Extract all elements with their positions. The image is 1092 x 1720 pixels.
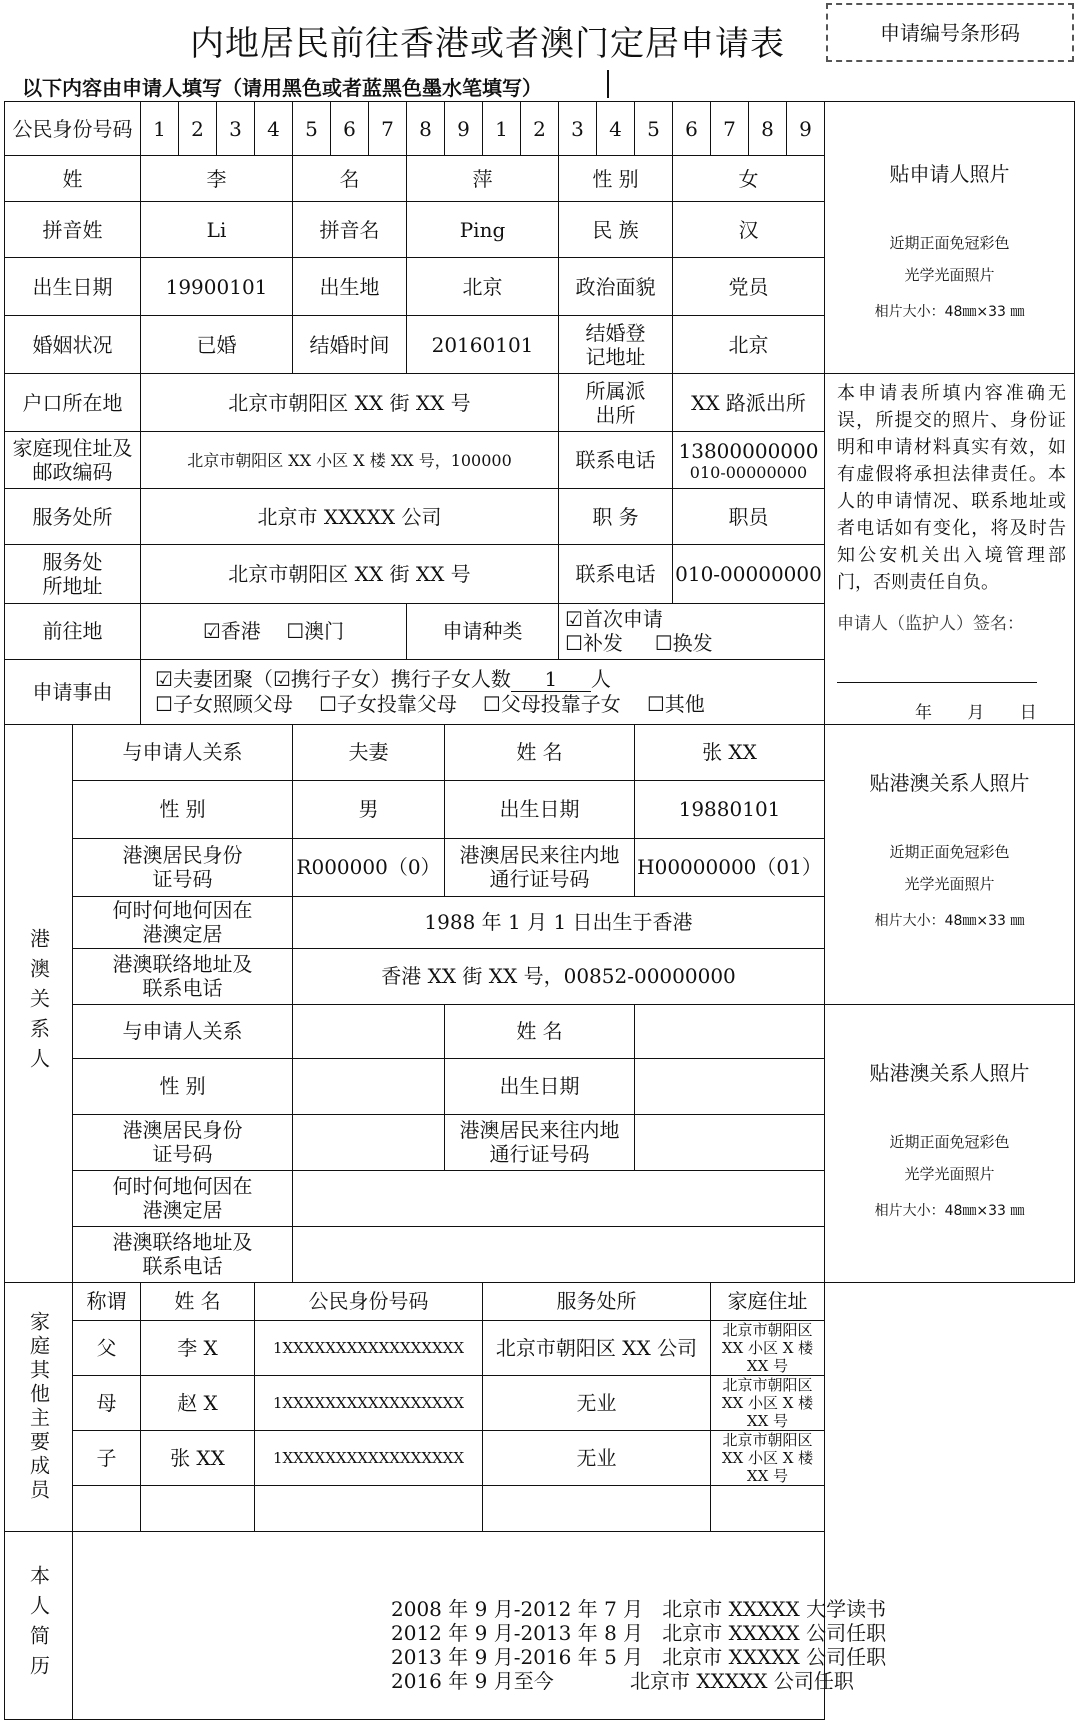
hkmo-settle-field[interactable]: 1988 年 1 月 1 日出生于香港 [293,896,825,948]
id-digit[interactable]: 2 [521,102,559,156]
id-digit[interactable]: 1 [141,102,179,156]
first-application-checkbox[interactable]: ☑ [565,607,583,632]
family-address[interactable]: 北京市朝阳区 XX 小区 X 楼 XX 号 [711,1430,825,1485]
bring-children-checkbox[interactable]: ☑ [272,667,291,692]
home-address-field[interactable]: 北京市朝阳区 XX 小区 X 楼 XX 号，100000 [141,432,559,488]
employer-phone-label: 联系电话 [559,545,673,603]
renew-checkbox[interactable]: ☐ [654,631,673,656]
relation-label: 与申请人关系 [73,1004,293,1058]
reissue-label: 补发 [582,631,623,656]
hkmo-settle-label: 何时何地何因在港澳定居 [73,896,293,948]
hkmo-permit-field[interactable]: H00000000（01） [635,838,825,896]
join-parents-label: 子女投靠父母 [336,692,457,717]
signature-label: 申请人（监护人）签名： [837,614,1024,634]
hkmo-gender-label: 性 别 [73,780,293,838]
id-digit[interactable]: 3 [559,102,597,156]
hkmo-name-label: 姓 名 [445,1004,635,1058]
resume-line: 2012 年 9 月-2013 年 8 月 北京市 XXXXX 公司任职 [391,1621,887,1646]
employer-field[interactable]: 北京市 XXXXX 公司 [141,488,559,544]
family-header-name: 姓 名 [141,1282,255,1320]
form-title: 内地居民前往香港或者澳门定居申请表 [190,24,785,64]
family-relation[interactable]: 母 [73,1375,141,1430]
id-digit[interactable]: 8 [749,102,787,156]
photo-size: 相片大小：48㎜×33 ㎜ [874,1202,1025,1219]
hkmo-id-label: 港澳居民身份证号码 [73,1114,293,1170]
relation-field[interactable]: 夫妻 [293,724,445,780]
id-digit[interactable]: 6 [331,102,369,156]
id-digit[interactable]: 5 [293,102,331,156]
birthplace-field[interactable]: 北京 [407,258,559,316]
family-address[interactable]: 北京市朝阳区 XX 小区 X 楼 XX 号 [711,1375,825,1430]
resume-line: 2016 年 9 月至今 北京市 XXXXX 公司任职 [391,1669,854,1694]
family-employer[interactable]: 北京市朝阳区 XX 公司 [483,1320,711,1375]
child-count-field[interactable]: 1 [511,667,591,692]
id-digit[interactable]: 4 [255,102,293,156]
pinyin-surname-label: 拼音姓 [5,202,141,258]
marital-field[interactable]: 已婚 [141,316,293,374]
employer-label: 服务处所 [5,488,141,544]
dob-field[interactable]: 19900101 [141,258,293,316]
destination-label: 前往地 [5,603,141,659]
family-id[interactable]: 1XXXXXXXXXXXXXXXXX [255,1320,483,1375]
photo-requirement-1: 近期正面免冠彩色 [889,842,1010,861]
family-header-employer: 服务处所 [483,1282,711,1320]
id-digit[interactable]: 5 [635,102,673,156]
photo-title: 贴申请人照片 [889,162,1010,186]
relation-label: 与申请人关系 [73,724,293,780]
join-parents-checkbox[interactable]: ☐ [318,692,337,717]
id-digit[interactable]: 8 [407,102,445,156]
id-number-label: 公民身份号码 [5,102,141,156]
family-id[interactable]: 1XXXXXXXXXXXXXXXXX [255,1375,483,1430]
gender-field[interactable]: 女 [673,156,825,202]
family-address[interactable] [711,1485,825,1531]
marital-label: 婚姻状况 [5,316,141,374]
given-name-field[interactable]: 萍 [407,156,559,202]
family-relation[interactable]: 子 [73,1430,141,1485]
hkmo-gender-field[interactable] [293,1058,445,1114]
hk-option-label: 香港 [220,619,261,644]
id-digit[interactable]: 4 [597,102,635,156]
hkmo-photo-box-2[interactable] [825,1004,1075,1282]
phone-field[interactable] [673,432,825,488]
family-section-label: 家庭其他主要成员 [5,1282,73,1531]
first-application-label: 首次申请 [582,607,663,632]
surname-field[interactable]: 李 [141,156,293,202]
surname-label: 姓 [5,156,141,202]
resume-section-label: 本人简历 [5,1531,73,1719]
political-status-field[interactable]: 党员 [673,258,825,316]
police-station-field[interactable]: XX 路派出所 [673,374,825,432]
resume-line: 2008 年 9 月-2012 年 7 月 北京市 XXXXX 大学读书 [391,1597,887,1622]
pinyin-given-label: 拼音名 [293,202,407,258]
ethnicity-label: 民 族 [559,202,673,258]
hukou-field[interactable]: 北京市朝阳区 XX 街 XX 号 [141,374,559,432]
hkmo-gender-label: 性 别 [73,1058,293,1114]
child-count-unit: 人 [590,667,611,692]
table-row [5,1485,1075,1531]
id-digit[interactable]: 6 [673,102,711,156]
pinyin-surname-field[interactable]: Li [141,202,293,258]
family-relation[interactable] [73,1485,141,1531]
position-label: 职 务 [559,488,673,544]
family-employer[interactable] [483,1485,711,1531]
landline-number: 010-00000000 [689,462,808,482]
id-digit[interactable]: 1 [483,102,521,156]
political-status-label: 政治面貌 [559,258,673,316]
care-parents-checkbox[interactable]: ☐ [155,692,173,717]
hkmo-id-label: 港澳居民身份证号码 [73,838,293,896]
renew-label: 换发 [672,631,713,656]
hkmo-contact-label: 港澳联络地址及联系电话 [73,948,293,1004]
spouse-reunion-checkbox[interactable]: ☑ [155,667,173,692]
family-header-id: 公民身份号码 [255,1282,483,1320]
id-digit[interactable]: 3 [217,102,255,156]
hkmo-permit-field[interactable] [635,1114,825,1170]
family-employer[interactable]: 无业 [483,1430,711,1485]
dob-label: 出生日期 [5,258,141,316]
resume-content[interactable] [73,1531,887,1719]
spouse-reunion-label: 夫妻团聚（ [172,667,273,692]
hkmo-contact-field[interactable]: 香港 XX 街 XX 号，00852-00000000 [293,948,825,1004]
police-station-label: 所属派出所 [559,374,673,432]
hkmo-name-field[interactable] [635,1004,825,1058]
photo-requirement-2: 光学光面照片 [904,1164,995,1183]
marriage-date-label: 结婚时间 [293,316,407,374]
barcode-area: 申请编号条形码 [826,3,1074,62]
photo-size: 相片大小：48㎜×33 ㎜ [874,912,1025,929]
family-address[interactable]: 北京市朝阳区 XX 小区 X 楼 XX 号 [711,1320,825,1375]
application-form-table [4,101,1075,1720]
hkmo-id-field[interactable]: R000000（0） [293,838,445,896]
id-digit[interactable]: 7 [369,102,407,156]
photo-size: 相片大小：48㎜×33 ㎜ [874,304,1025,320]
hk-checkbox[interactable]: ☑ [202,619,221,644]
hkmo-dob-label: 出生日期 [445,1058,635,1114]
declaration-text: 本申请表所填内容准确无误，所提交的照片、身份证明和申请材料真实有效，如有虚假将承担法律责任。本人的申请情况、联系地址或者电话如有变化，将及时告知公安机关出入境管理部门，否则责任自负。 [837,383,1066,593]
given-name-label: 名 [293,156,407,202]
hkmo-permit-label: 港澳居民来往内地通行证号码 [445,1114,635,1170]
hkmo-contact-label: 港澳联络地址及联系电话 [73,1226,293,1282]
birthplace-label: 出生地 [293,258,407,316]
hkmo-permit-label: 港澳居民来往内地通行证号码 [445,838,635,896]
hkmo-dob-field[interactable]: 19880101 [635,780,825,838]
reason-label: 申请事由 [5,660,141,725]
join-children-label: 父母投靠子女 [500,692,621,717]
bring-children-label: 携行子女）携行子女人数 [290,667,511,692]
relation-field[interactable] [293,1004,445,1058]
hkmo-dob-field[interactable] [635,1058,825,1114]
resume-line: 2013 年 9 月-2016 年 5 月 北京市 XXXXX 公司任职 [391,1645,887,1670]
family-relation[interactable]: 父 [73,1320,141,1375]
hkmo-name-label: 姓 名 [445,724,635,780]
fill-instruction: 以下内容由申请人填写（请用黑色或者蓝黑色墨水笔填写） [22,76,542,100]
pinyin-given-field[interactable]: Ping [407,202,559,258]
hkmo-dob-label: 出生日期 [445,780,635,838]
family-id[interactable] [255,1485,483,1531]
table-row [5,1320,1075,1375]
hkmo-section-label: 港澳关系人 [5,724,73,1282]
instruction-divider [607,70,609,98]
photo-requirement-2: 光学光面照片 [904,266,995,284]
family-name[interactable]: 张 XX [141,1430,255,1485]
other-reason-label: 其他 [664,692,705,717]
home-address-label: 家庭现住址及邮政编码 [5,432,141,488]
applicant-photo-box[interactable] [825,102,1075,374]
care-parents-label: 子女照顾父母 [172,692,293,717]
employer-address-field[interactable]: 北京市朝阳区 XX 街 XX 号 [141,545,559,603]
hkmo-name-field[interactable]: 张 XX [635,724,825,780]
family-name[interactable]: 李 X [141,1320,255,1375]
destination-options [141,603,407,659]
join-children-checkbox[interactable]: ☐ [482,692,501,717]
other-reason-checkbox[interactable]: ☐ [646,692,665,717]
photo-requirement-1: 近期正面免冠彩色 [889,234,1010,252]
hkmo-settle-field[interactable] [293,1170,825,1226]
hkmo-photo-box-1[interactable] [825,724,1075,1004]
family-header-title: 称谓 [73,1282,141,1320]
photo-requirement-2: 光学光面照片 [904,874,995,893]
family-id[interactable]: 1XXXXXXXXXXXXXXXXX [255,1430,483,1485]
position-field[interactable]: 职员 [673,488,825,544]
reissue-checkbox[interactable]: ☐ [565,631,583,656]
table-row [5,1375,1075,1430]
application-type-options [559,603,825,659]
hkmo-contact-field[interactable] [293,1226,825,1282]
family-employer[interactable]: 无业 [483,1375,711,1430]
family-header-address: 家庭住址 [711,1282,825,1320]
ethnicity-field[interactable]: 汉 [673,202,825,258]
marriage-place-field[interactable]: 北京 [673,316,825,374]
id-digit[interactable]: 2 [179,102,217,156]
id-digit[interactable]: 9 [787,102,825,156]
mobile-number: 13800000000 [678,438,819,463]
family-name[interactable] [141,1485,255,1531]
gender-label: 性 别 [559,156,673,202]
signature-line[interactable] [837,682,1037,683]
marriage-place-label: 结婚登记地址 [559,316,673,374]
employer-address-label: 服务处所地址 [5,545,141,603]
reason-options [141,660,825,725]
table-row [5,1430,1075,1485]
signature-date[interactable]: 年 月 日 [915,703,1037,724]
phone-label: 联系电话 [559,432,673,488]
declaration-box [825,374,1075,725]
hukou-label: 户口所在地 [5,374,141,432]
hkmo-photo-title: 贴港澳关系人照片 [869,770,1030,795]
id-digit[interactable]: 7 [711,102,749,156]
application-type-label: 申请种类 [407,603,559,659]
hkmo-id-field[interactable] [293,1114,445,1170]
hkmo-gender-field[interactable]: 男 [293,780,445,838]
family-name[interactable]: 赵 X [141,1375,255,1430]
employer-phone-field[interactable]: 010-00000000 [673,545,825,603]
photo-requirement-1: 近期正面免冠彩色 [889,1132,1010,1151]
id-digit[interactable]: 9 [445,102,483,156]
hkmo-photo-title: 贴港澳关系人照片 [869,1060,1030,1085]
marriage-date-field[interactable]: 20160101 [407,316,559,374]
macau-option-label: 澳门 [304,619,345,644]
hkmo-settle-label: 何时何地何因在港澳定居 [73,1170,293,1226]
macau-checkbox[interactable]: ☐ [286,619,305,644]
